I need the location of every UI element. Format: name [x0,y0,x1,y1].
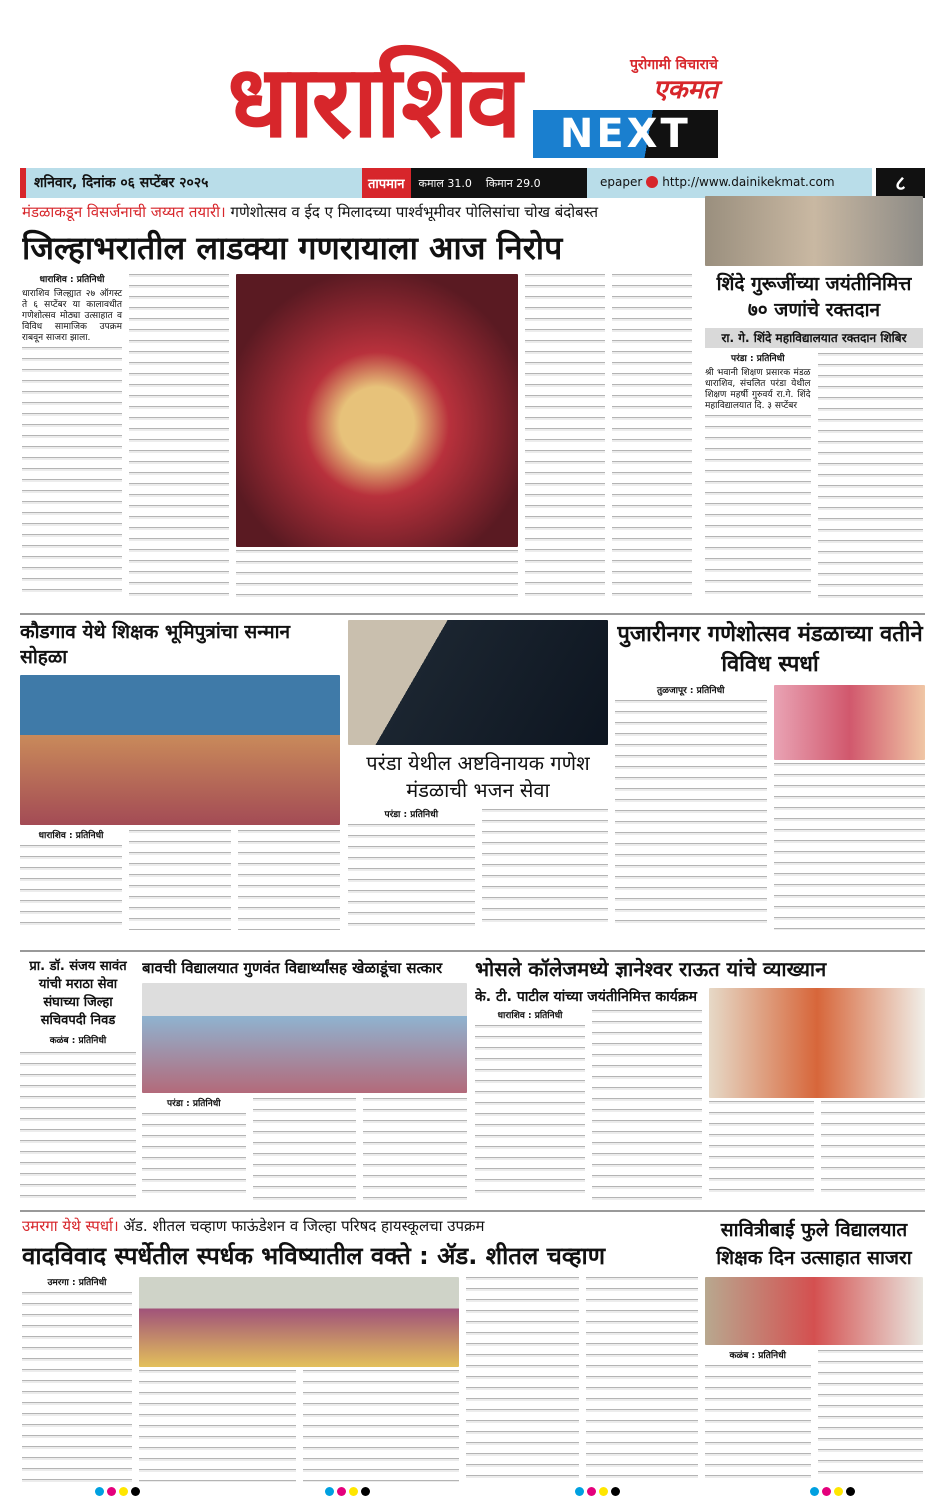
blood-donation-headline: शिंदे गुरूजींच्या जयंतीनिमित्त ७० जणांचे रक्तदान [716,273,912,321]
sawant-story [20,958,136,1200]
article-text [709,1101,814,1200]
umarga-story [22,1216,698,1482]
savitribai-headline: सावित्रीबाई फुले विद्यालयात शिक्षक दिन उत्साहात साजरा [716,1219,912,1269]
article-text [129,830,231,930]
article-text [253,1098,357,1200]
byline: कळंब : प्रतिनिधी [729,1351,787,1361]
pujarinagar-headline: पुजारीनगर गणेशोत्सव मंडळाच्या वतीने विविध स्पर्धा [617,622,923,677]
temperature-box [362,168,587,198]
kodgaon-photo [20,675,340,825]
blood-donation-subhead: रा. गे. शिंदे महाविद्यालयात रक्तदान शिबिर [705,328,923,348]
sawant-headline: प्रा. डॉ. संजय सावंत यांची मराठा सेवा संघाच्या जिल्हा सचिवपदी निवड [29,959,127,1028]
lead-paragraph: धाराशिव जिल्ह्यात २७ ऑगस्ट ते ६ सप्टेंबर या कालावधीत गणेशोत्सव मोठ्या उत्साहात व विविध सामाजिक उपक्रम राबवून साजरा झाला. [22,289,122,343]
blood-donation-story [705,196,923,600]
savitribai-photo [705,1277,923,1345]
article-text [20,845,122,930]
article-text [818,353,924,600]
byline: कळंब : प्रतिनिधी [49,1036,107,1046]
website-url[interactable]: http://www.dainikekmat.com [662,175,835,189]
pujarinagar-photo [774,685,926,760]
article-text [615,700,767,930]
masthead [0,38,945,162]
article-text [348,824,475,930]
umarga-headline: वादविवाद स्पर्धेतील स्पर्धक भविष्यातील वक्ते : ॲड. शीतल चव्हाण [22,1242,606,1270]
brand-name: एकमत [653,75,718,105]
byline: परंडा : प्रतिनिधी [167,1099,221,1109]
kicker-text: ॲड. शीतल चव्हाण फाऊंडेशन व जिल्हा परिषद हायस्कूलचा उपक्रम [123,1217,485,1235]
article-text [586,1277,699,1482]
kicker-text: गणेशोत्सव व ईद ए मिलादच्या पार्श्वभूमीवर पोलिसांचा चोख बंदोबस्त [230,203,599,221]
lead-headline: जिल्हाभरातील लाडक्या गणरायाला आज निरोप [22,229,563,267]
article-text [821,1101,926,1200]
temperature-label: तापमान [362,168,411,198]
article-text [466,1277,579,1482]
article-text [705,415,811,600]
page-number: ८ [872,168,925,198]
article-text [20,1052,136,1200]
paranda-headline: परंडा येथील अष्टविनायक गणेश मंडळाची भजन सेवा [366,751,590,802]
kodgaon-headline: कौडगाव येथे शिक्षक भूमिपुत्रांचा सन्मान सोहळा [20,621,291,668]
article-text [142,1113,246,1200]
umarga-kicker [22,1216,698,1236]
tagline: पुरोगामी विचाराचे [629,57,718,73]
article-text [592,1010,702,1200]
epaper-label: epaper [600,175,643,189]
savitribai-story [705,1216,923,1482]
lead-kicker [22,202,692,222]
article-text [525,274,605,600]
article-text [774,763,926,930]
article-text [482,809,609,930]
color-registration-marks [575,1487,620,1496]
blood-donation-photo [705,196,923,266]
article-text [818,1350,924,1482]
bavchi-headline: बावची विद्यालयात गुणवंत विद्यार्थ्यांसह खेळाडूंचा सत्कार [142,959,443,977]
byline: तुळजापूर : प्रतिनिधी [657,686,725,696]
bavchi-story [142,958,467,1200]
article-text [22,1292,132,1482]
article-text [236,550,518,600]
kodgaon-story [20,620,340,930]
bhosale-headline: भोसले कॉलेजमध्ये ज्ञानेश्वर राऊत यांचे व्याख्यान [475,957,827,981]
article-text [22,347,122,600]
next-logo: NEXT [533,110,718,158]
max-temp: कमाल 31.0 [418,176,472,190]
lead-byline: धाराशिव : प्रतिनिधी [39,275,105,285]
paranda-photo [348,620,608,745]
bhosale-subhead: के. टी. पाटील यांच्या जयंतीनिमित्त कार्यक्रम [475,989,698,1005]
color-registration-marks [810,1487,855,1496]
bhosale-photo [709,988,925,1098]
color-registration-marks [95,1487,140,1496]
masthead-side [533,55,718,162]
article-text [129,274,229,600]
epaper-icon [646,176,658,188]
byline: परंडा : प्रतिनिधी [730,354,785,364]
divider [20,950,925,952]
umarga-photo [139,1277,459,1367]
lead-paragraph: श्री भवानी शिक्षण प्रसारक मंडळ धाराशिव, संचलित परंडा येथील शिक्षण महर्षी गुरुवर्य रा.गे. शिंदे महाविद्यालयात दि. ३ सप्टेंबर [705,368,811,411]
byline: परंडा : प्रतिनिधी [384,810,439,820]
ganesh-idol-photo [236,274,518,547]
divider [20,1210,925,1212]
color-registration-marks [325,1487,370,1496]
divider [20,613,925,615]
byline: धाराशिव : प्रतिनिधी [497,1011,563,1021]
kicker-red: मंडळाकडून विसर्जनाची जय्यत तयारी। [22,203,226,221]
epaper-link[interactable] [600,175,835,189]
issue-date: शनिवार, दिनांक ०६ सप्टेंबर २०२५ [34,175,209,191]
bavchi-photo [142,983,467,1093]
article-text [705,1365,811,1482]
article-text [612,274,692,600]
byline: धाराशिव : प्रतिनिधी [38,831,104,841]
kicker-red: उमरगा येथे स्पर्धा। [22,1217,119,1235]
lead-story [22,202,692,600]
article-text [139,1370,296,1482]
article-text [303,1370,460,1482]
article-text [238,830,340,930]
paranda-story [348,620,608,930]
article-text [475,1025,585,1200]
byline: उमरगा : प्रतिनिधी [47,1278,107,1288]
bhosale-story [475,956,925,1200]
newspaper-logo: धाराशिव [227,43,519,160]
article-text [363,1098,467,1200]
pujarinagar-story [615,620,925,930]
min-temp: किमान 29.0 [485,176,541,190]
